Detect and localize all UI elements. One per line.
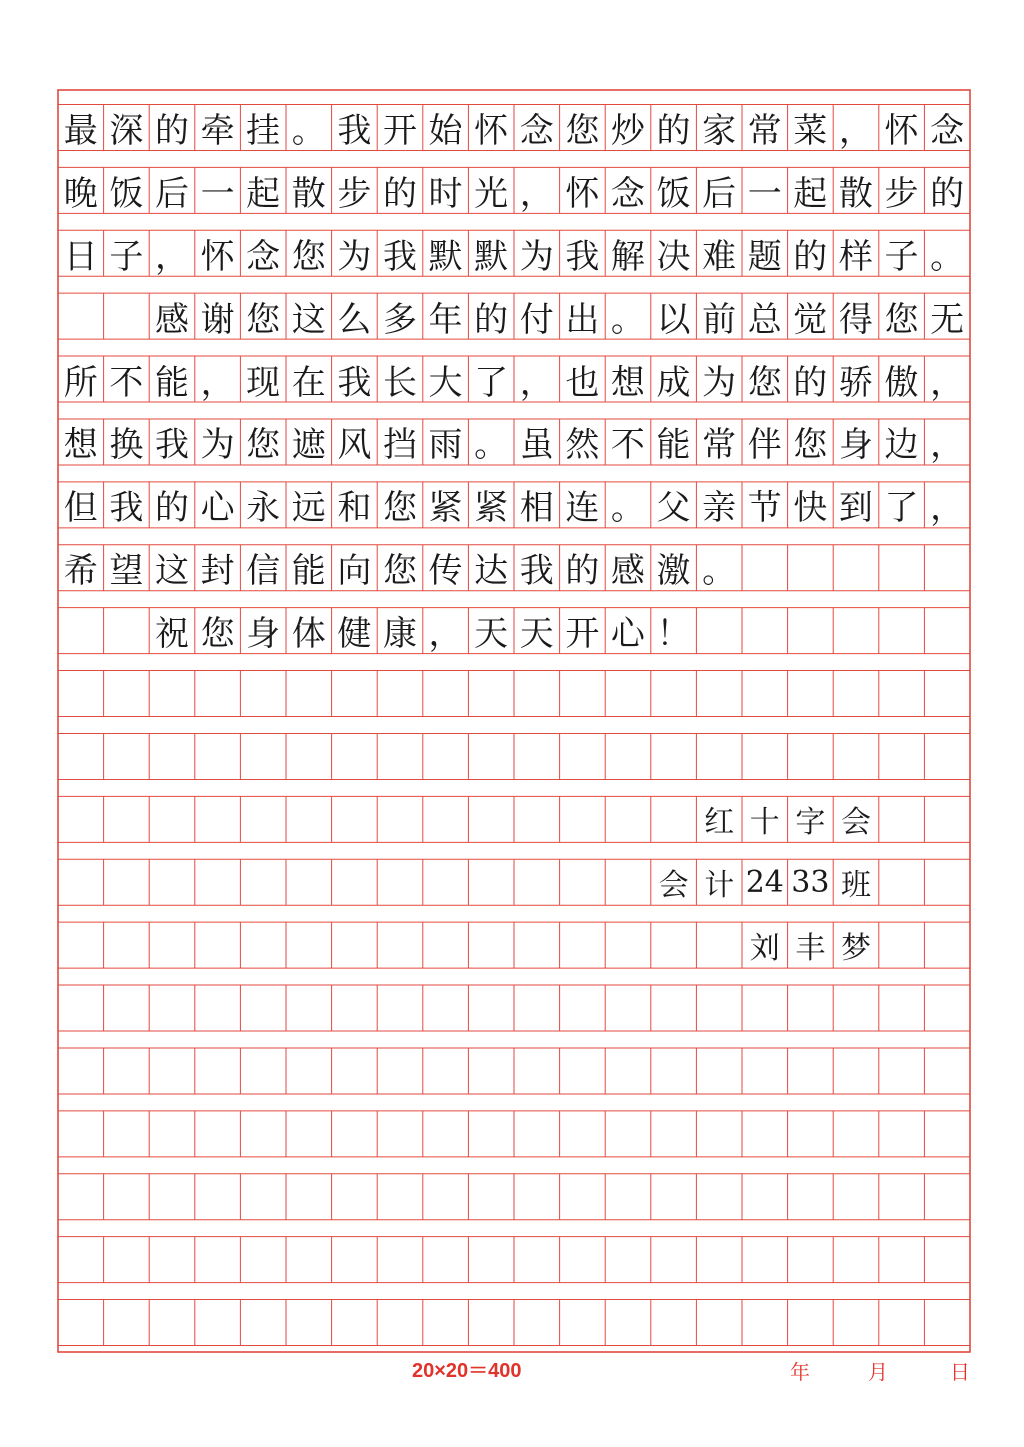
letter-line: 想 换 我 为 您 遮 风 挡 雨 。 虽 然 不 能 常 伴 您 身 边 ， (63, 425, 965, 466)
signature-line: 会 计 24 33 班 (658, 864, 871, 904)
letter-line: 晚 饭 后 一 起 散 步 的 时 光 ， 怀 念 饭 后 一 起 散 步 的 (63, 173, 965, 214)
grid-row (58, 1111, 970, 1157)
grid-row (58, 1300, 970, 1346)
grid-count-label: 20×20＝400 (412, 1360, 522, 1382)
grid-row (58, 671, 970, 717)
grid-row (58, 1174, 970, 1220)
letter-line: 感 谢 您 这 么 多 年 的 付 出 。 以 前 总 觉 得 您 无 (154, 299, 965, 340)
year-label: 年 (790, 1360, 810, 1384)
grid-row (58, 1237, 970, 1283)
letter-line: 但 我 的 心 永 远 和 您 紧 紧 相 连 。 父 亲 节 快 到 了 ， (63, 488, 965, 529)
signature-line: 刘 丰 梦 (749, 931, 871, 967)
signature-line: 红 十 字 会 (704, 805, 871, 841)
letter-line: 希 望 这 封 信 能 向 您 传 达 我 的 感 激 。 (63, 551, 737, 592)
letter-line: 祝 您 身 体 健 康 ， 天 天 开 心 ！ (154, 614, 691, 655)
grid-row (58, 733, 970, 779)
day-label: 日 (950, 1360, 970, 1384)
letter-line: 最 深 的 牵 挂 。 我 开 始 怀 念 您 炒 的 家 常 菜 ， 怀 念 (63, 110, 965, 151)
grid-row (58, 1048, 970, 1094)
letter-line: 日 子 ， 怀 念 您 为 我 默 默 为 我 解 决 难 题 的 样 子 。 (63, 236, 965, 277)
letter-line: 所 不 能 ， 现 在 我 长 大 了 ， 也 想 成 为 您 的 骄 傲 ， (63, 362, 965, 403)
month-label: 月 (868, 1360, 888, 1384)
grid-row (58, 985, 970, 1031)
